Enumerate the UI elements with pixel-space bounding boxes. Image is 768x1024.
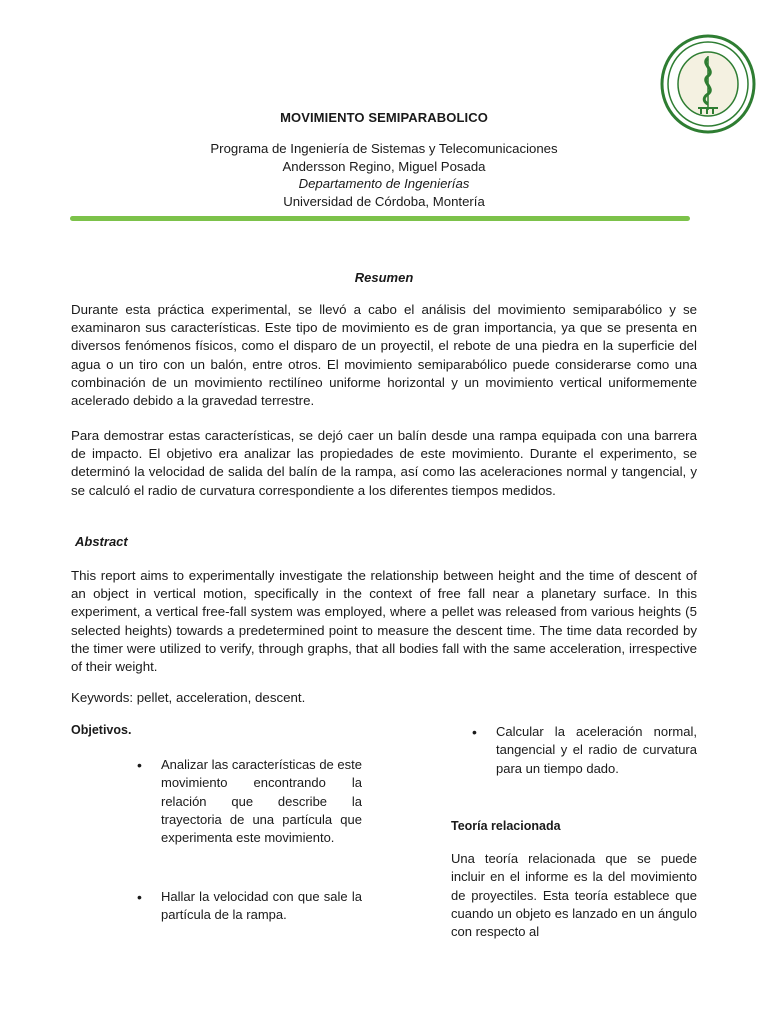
authors-line: Andersson Regino, Miguel Posada [282, 158, 486, 174]
abstract-paragraph: This report aims to experimentally investigate the relationship between height and the time of descent of an object in vertical motion, specifically in the context of free fall near a planetary surface. In this experiment, a vertical free-fall system was employed, where a pellet was released from various heights (5 selected heights) towards a predetermined point to measure the descent time. The time data recorded by the timer were utilized to verify, through graphs, that all bodies fall with the same acceleration, irrespective of their weight. [71, 568, 697, 675]
program-line: Programa de Ingeniería de Sistemas y Telecomunicaciones [210, 141, 558, 156]
header-divider [70, 216, 690, 221]
objective-text: Hallar la velocidad con que sale la partícula de la rampa. [161, 889, 362, 923]
keywords-line: Keywords: pellet, acceleration, descent. [71, 690, 306, 705]
bullet-icon: • [472, 724, 477, 740]
paper-header [0, 140, 768, 210]
objective-item [137, 888, 362, 925]
abstract-heading: Abstract [75, 534, 128, 549]
resumen-paragraph-1: Durante esta práctica experimental, se llevó a cabo el análisis del movimiento semiparabólico y se examinaron sus características. Este tipo de movimiento es de gran importancia, ya que se presenta en diversos fenómenos físicos, como el disparo de un proyectil, el rebote de una piedra en la superficie del agua o un tiro con un balón, entre otros. El movimiento semiparabólico puede considerarse como una combinación de un movimiento rectilíneo uniforme horizontal y un movimiento vertical uniformemente acelerado debido a la gravedad terrestre. [71, 302, 697, 409]
bullet-icon: • [137, 757, 142, 773]
objective-item [472, 723, 697, 778]
university-line: Universidad de Córdoba, Montería [283, 193, 485, 209]
objective-text: Calcular la aceleración normal, tangencial y el radio de curvatura para un tiempo dado. [496, 724, 697, 776]
objective-item [137, 756, 362, 847]
resumen-heading: Resumen [354, 270, 414, 285]
teoria-paragraph: Una teoría relacionada que se puede incluir en el informe es la del movimiento de proyectiles. Esta teoría establece que cuando un objeto es lanzado en un ángulo con respecto al [451, 851, 697, 940]
bullet-icon: • [137, 889, 142, 905]
department-line: Departamento de Ingenierías [298, 176, 470, 191]
paper-title: MOVIMIENTO SEMIPARABOLICO [280, 110, 488, 125]
resumen-paragraph-2: Para demostrar estas características, se dejó caer un balín desde una rampa equipada con una barrera de impacto. El objetivo era analizar las propiedades de este movimiento. Durante el experimento, se determinó la velocidad de salida del balín de la rampa, así como las aceleraciones normal y tangencial, y se calculó el radio de curvatura correspondiente a los diferentes tiempos medidos. [71, 428, 697, 498]
objective-text: Analizar las características de este movimiento encontrando la relación que describe la trayectoria de una partícula que experimenta este movimiento. [161, 757, 362, 846]
teoria-heading: Teoría relacionada [451, 819, 561, 833]
objetivos-heading: Objetivos. [71, 723, 132, 737]
